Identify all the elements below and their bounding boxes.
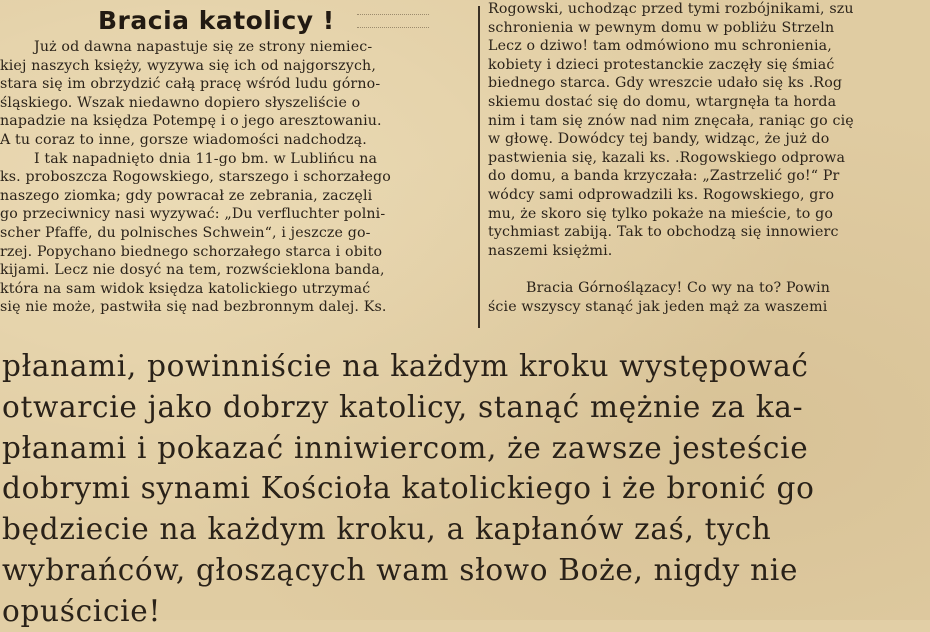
column-divider xyxy=(478,6,480,328)
text-line: do domu, a banda krzyczała: „Zastrzelić go!“ Pr xyxy=(488,168,840,185)
text-line: biednego starca. Gdy wreszcie udało się ks .Rog xyxy=(488,75,843,92)
text-line: kijami. Lecz nie dosyć na tem, rozwścieklona banda, xyxy=(0,262,385,279)
text-line: Rogowski, uchodząc przed tymi rozbójnikami, szu xyxy=(488,1,854,17)
text-line: scher Pfaffe, du polnisches Schwein“, i jeszcze go- xyxy=(0,224,371,241)
article-right-column xyxy=(488,0,930,332)
text-line: go przeciwnicy nasi wyzywać: „Du verfluchter polni- xyxy=(0,206,386,223)
text-line: kiej naszych księży, wyzywa się ich od najgorszych, xyxy=(0,57,376,74)
blank-line xyxy=(488,260,930,279)
closing-line: otwarcie jako dobrzy katolicy, stanąć mężnie za ka- xyxy=(2,389,804,424)
closing-paragraph xyxy=(0,346,930,632)
text-line: skiemu dostać się do domu, wtargnęła ta horda xyxy=(488,93,837,110)
text-line: wódcy sami odprowadzili ks. Rogowskiego, gro xyxy=(488,186,835,203)
text-line: śląskiego. Wszak niedawno dopiero słyszeliście o xyxy=(0,94,361,111)
text-line: rzej. Popychano biednego schorzałego starca i obito xyxy=(0,243,383,260)
closing-line: wybrańców, głoszących wam słowo Boże, nigdy nie xyxy=(2,552,799,587)
article-heading xyxy=(98,6,470,36)
text-line: się nie może, pastwiła się nad bezbronnym dalej. Ks. xyxy=(0,299,387,316)
text-line: w głowę. Dowódcy tej bandy, widząc, że już do xyxy=(488,131,830,148)
article-title: Bracia katolicy ! xyxy=(98,5,335,35)
closing-line: płanami i pokazać inniwiercom, że zawsze jesteście xyxy=(2,430,809,465)
text-line: tychmiast zabiją. Tak to obchodzą się innowierc xyxy=(488,224,839,241)
text-line: Bracia Górnoślązacy! Co wy na to? Powin xyxy=(526,279,831,296)
closing-line: płanami, powinniście na każdym kroku występować xyxy=(2,349,809,383)
text-line: ks. proboszcza Rogowskiego, starszego i schorzałego xyxy=(0,169,391,186)
heading-ornament xyxy=(357,14,429,28)
text-line: stara się im obrzydzić całą pracę wśród ludu górno- xyxy=(0,76,381,93)
text-line: ście wszyscy stanąć jak jeden mąż za waszemi xyxy=(488,298,828,315)
text-line: nim i tam się znów nad nim znęcała, raniąc go cię xyxy=(488,112,854,129)
text-line: która na sam widok księdza katolickiego utrzymać xyxy=(0,280,371,297)
text-line: kobiety i dzieci protestanckie zaczęły się śmiać xyxy=(488,56,835,73)
text-line: napadzie na księdza Potempę i o jego aresztowaniu. xyxy=(0,113,382,130)
text-line: Lecz o dziwo! tam odmówiono mu schronienia, xyxy=(488,38,832,55)
article-left-column xyxy=(0,0,470,332)
text-line: A tu coraz to inne, gorsze wiadomości nadchodzą. xyxy=(0,131,367,148)
text-line: pastwienia się, kazali ks. .Rogowskiego odprowa xyxy=(488,149,846,166)
text-line: naszemi księżmi. xyxy=(488,242,613,259)
closing-line: będziecie na każdym kroku, a kapłanów zaś, tych xyxy=(2,512,772,547)
text-line: naszego ziomka; gdy powracał ze zebrania, zaczęli xyxy=(0,187,373,204)
text-line: Już od dawna napastuje się ze strony niemiec- xyxy=(34,39,373,55)
text-line: mu, że skoro się tylko pokaże na mieście, to go xyxy=(488,205,834,222)
text-line: I tak napadnięto dnia 11-go bm. w Lublińcu na xyxy=(34,150,378,167)
closing-line: opuścicie! xyxy=(2,593,162,628)
closing-line: dobrymi synami Kościoła katolickiego i że bronić go xyxy=(2,471,815,506)
text-line: schronienia w pewnym domu w pobliżu Strzeln xyxy=(488,19,835,36)
